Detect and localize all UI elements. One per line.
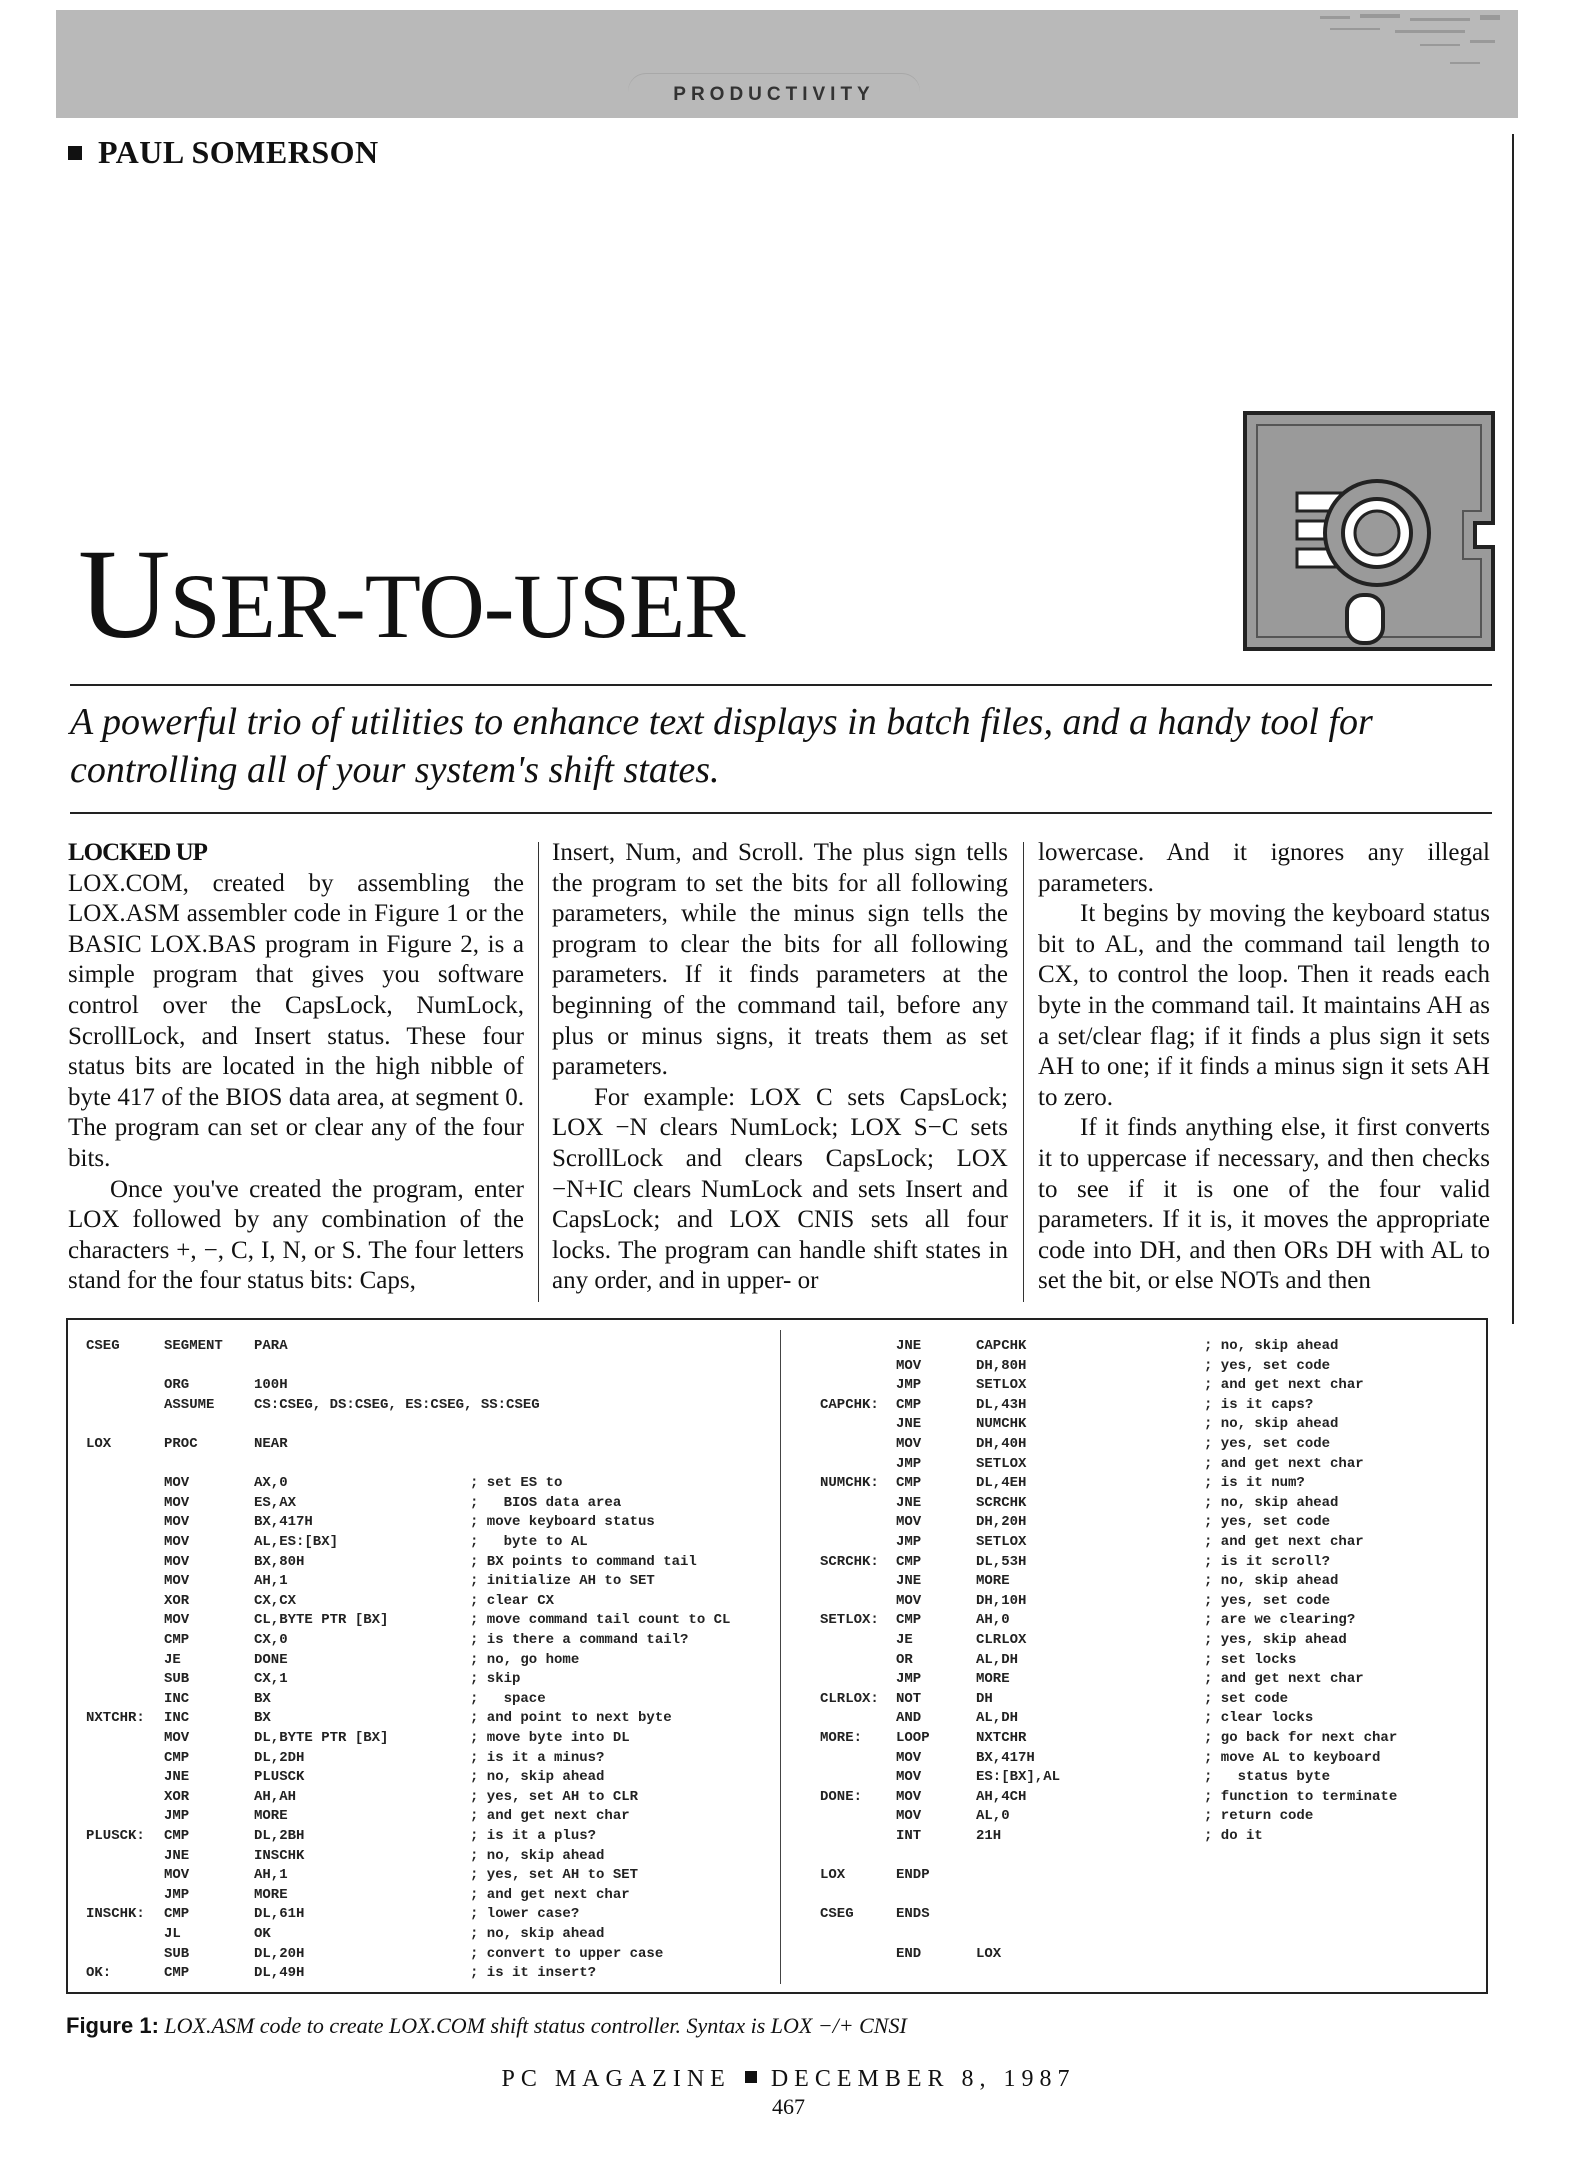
code-op: XOR — [164, 1592, 190, 1609]
paragraph: It begins by moving the keyboard status bit to AL, and the command tail length to CX, to control the loop. Then it reads each byte in the command tail. It maintains AH as a set/clear flag; if it finds a plus sign it sets AH to one; if it finds a minus sign it sets AH to zero. — [1038, 900, 1490, 1111]
text-column-1 — [68, 838, 524, 1297]
code-label: LOX — [86, 1436, 112, 1452]
code-arg: DL,61H — [254, 1906, 305, 1923]
code-arg: DL,2BH — [254, 1828, 305, 1844]
code-arg: MORE — [976, 1573, 1010, 1590]
code-arg: CX,CX — [254, 1592, 297, 1609]
code-cmt: ; yes, set AH to CLR — [470, 1788, 639, 1805]
code-arg: DH — [976, 1690, 993, 1707]
code-label: DONE: — [820, 1788, 863, 1805]
code-arg: SETLOX — [976, 1455, 1027, 1472]
code-label: PLUSCK: — [86, 1828, 145, 1844]
code-label: SCRCHK: — [820, 1553, 879, 1570]
code-op: MOV — [164, 1475, 190, 1492]
code-arg: CX,0 — [254, 1632, 288, 1648]
code-cmt: ; do it — [1204, 1828, 1263, 1844]
code-op: JNE — [896, 1494, 922, 1511]
code-op: PROC — [164, 1436, 198, 1452]
code-cmt: ; initialize AH to SET — [470, 1573, 655, 1590]
code-arg: BX — [254, 1690, 271, 1707]
code-arg: SETLOX — [976, 1377, 1027, 1394]
code-op: MOV — [896, 1514, 922, 1531]
code-cmt: ; and get next char — [1204, 1671, 1364, 1688]
code-arg: DH,10H — [976, 1592, 1027, 1609]
code-cmt: ; no, skip ahead — [1204, 1573, 1339, 1590]
figure-label: Figure 1: — [66, 2013, 159, 2038]
code-op: INC — [164, 1690, 190, 1707]
code-op: MOV — [164, 1514, 190, 1531]
code-op: AND — [896, 1710, 922, 1727]
code-cmt: ; move keyboard status — [470, 1514, 655, 1531]
code-op: JMP — [896, 1534, 922, 1550]
code-label: MORE: — [820, 1730, 863, 1746]
code-cmt: ; go back for next char — [1204, 1730, 1398, 1746]
code-arg: AH,0 — [976, 1612, 1010, 1629]
code-op: CMP — [896, 1553, 922, 1570]
code-arg: DL,2DH — [254, 1749, 305, 1766]
code-label: NUMCHK: — [820, 1475, 879, 1492]
code-arg: DL,20H — [254, 1945, 305, 1962]
code-op: JL — [164, 1926, 181, 1942]
code-cmt: ; clear CX — [470, 1592, 555, 1609]
code-arg: OK — [254, 1926, 271, 1942]
code-cmt: ; is it a minus? — [470, 1749, 605, 1766]
code-cmt: ; and get next char — [1204, 1377, 1364, 1394]
code-op: MOV — [164, 1730, 190, 1746]
code-cmt: ; yes, set code — [1204, 1357, 1331, 1374]
code-op: CMP — [164, 1749, 190, 1766]
code-arg: DL,49H — [254, 1965, 305, 1982]
code-arg: NEAR — [254, 1436, 288, 1452]
title-initial: U — [78, 523, 170, 665]
page-footer — [0, 2066, 1577, 2093]
code-op: JMP — [896, 1671, 922, 1688]
code-cmt: ; is it scroll? — [1204, 1553, 1331, 1570]
bullet-icon — [68, 146, 82, 160]
code-arg: MORE — [976, 1671, 1010, 1688]
bullet-icon — [745, 2071, 757, 2083]
code-arg: PLUSCK — [254, 1769, 305, 1786]
column-rule — [1023, 842, 1024, 1302]
code-label: INSCHK: — [86, 1906, 145, 1923]
code-op: CMP — [896, 1475, 922, 1492]
code-arg: DL,43H — [976, 1396, 1027, 1413]
code-op: JE — [164, 1651, 181, 1668]
code-op: JNE — [896, 1338, 922, 1354]
code-op: OR — [896, 1651, 913, 1668]
code-arg: MORE — [254, 1886, 288, 1903]
text-column-2 — [552, 838, 1008, 1297]
code-op: LOOP — [896, 1730, 930, 1746]
code-arg: BX,417H — [254, 1514, 313, 1531]
paragraph: lowercase. And it ignores any illegal parameters. — [1038, 839, 1490, 897]
code-op: END — [896, 1945, 922, 1962]
code-op: INT — [896, 1828, 922, 1844]
code-label: CLRLOX: — [820, 1690, 879, 1707]
paragraph: For example: LOX C sets CapsLock; LOX −N clears NumLock; LOX S−C sets ScrollLock and clears CapsLock; LOX −N+IC clears NumLock and sets Insert and CapsLock; and LOX CNIS sets all four locks. The program can handle shift states in any order, and in upper- or — [552, 1083, 1008, 1295]
code-cmt: ; is there a command tail? — [470, 1632, 689, 1648]
code-cmt: ; BX points to command tail — [470, 1553, 697, 1570]
code-op: NOT — [896, 1690, 922, 1707]
code-op: SUB — [164, 1671, 190, 1688]
author-byline — [68, 134, 379, 171]
caption-text: LOX.ASM code to create LOX.COM shift status controller. Syntax is LOX −/+ CNSI — [164, 2013, 907, 2038]
code-op: MOV — [896, 1357, 922, 1374]
issue-date: DECEMBER 8, 1987 — [770, 2066, 1076, 2092]
code-op: ASSUME — [164, 1396, 215, 1413]
code-cmt: ; set code — [1204, 1690, 1289, 1707]
code-op: MOV — [164, 1867, 190, 1884]
code-op: MOV — [896, 1808, 922, 1825]
section-label: PRODUCTIVITY — [673, 84, 875, 105]
code-op: CMP — [896, 1396, 922, 1413]
article-title — [78, 523, 745, 665]
code-cmt: ; and point to next byte — [470, 1710, 672, 1727]
code-arg: DONE — [254, 1651, 288, 1668]
code-label: CAPCHK: — [820, 1396, 879, 1413]
code-op: JMP — [164, 1886, 190, 1903]
code-op: JNE — [164, 1847, 190, 1864]
code-cmt: ; convert to upper case — [470, 1945, 664, 1962]
page-number: 467 — [772, 2094, 805, 2119]
code-arg: DL,53H — [976, 1553, 1027, 1570]
code-cmt: ; is it insert? — [470, 1965, 597, 1982]
code-op: MOV — [164, 1612, 190, 1629]
code-op: ENDS — [896, 1906, 930, 1923]
code-op: SEGMENT — [164, 1338, 223, 1354]
code-op: XOR — [164, 1788, 190, 1805]
code-cmt: ; move byte into DL — [470, 1730, 630, 1746]
code-arg: AH,4CH — [976, 1788, 1027, 1805]
code-cmt: ; function to terminate — [1204, 1788, 1398, 1805]
code-arg: CL,BYTE PTR [BX] — [254, 1612, 389, 1629]
code-cmt: ; byte to AL — [470, 1534, 588, 1550]
code-op: SUB — [164, 1945, 190, 1962]
code-cmt: ; set ES to — [470, 1475, 563, 1492]
paragraph: If it finds anything else, it first converts it to uppercase if necessary, and then checks to see if it is one of the four valid parameters. If it is, it moves the appropriate code into DH, and then ORs DH with AL to set the bit, or else NOTs and then — [1038, 1114, 1490, 1295]
code-label: NXTCHR: — [86, 1710, 145, 1727]
subtitle-rule — [70, 812, 1492, 814]
code-cmt: ; is it caps? — [1204, 1396, 1314, 1413]
paragraph: Insert, Num, and Scroll. The plus sign tells the program to set the bits for all following parameters, while the minus sign tells the program to clear the bits for all following parameters. If it finds parameters at the beginning of the command tail, before any plus or minus signs, it treats them as set parameters. — [552, 839, 1008, 1081]
code-op: MOV — [896, 1769, 922, 1786]
code-arg: AL,DH — [976, 1710, 1019, 1727]
code-arg: 21H — [976, 1828, 1002, 1844]
code-op: CMP — [164, 1965, 190, 1982]
code-arg: AH,AH — [254, 1788, 297, 1805]
section-heading: LOCKED UP — [68, 839, 207, 866]
title-rule — [70, 684, 1492, 686]
code-op: MOV — [164, 1534, 190, 1550]
article-subtitle: A powerful trio of utilities to enhance text displays in batch files, and a handy tool for controlling all of your system's shift states. — [70, 701, 1373, 791]
code-arg: LOX — [976, 1945, 1002, 1962]
code-cmt: ; and get next char — [470, 1808, 630, 1825]
code-op: CMP — [164, 1906, 190, 1923]
magazine-name: PC MAGAZINE — [501, 2066, 731, 2092]
code-cmt: ; return code — [1204, 1808, 1314, 1825]
code-label: OK: — [86, 1965, 112, 1982]
code-arg: SCRCHK — [976, 1494, 1027, 1511]
code-cmt: ; lower case? — [470, 1906, 580, 1923]
code-label: CSEG — [86, 1338, 120, 1354]
code-op: MOV — [896, 1788, 922, 1805]
floppy-disk-key-icon — [1237, 405, 1499, 655]
code-cmt: ; are we clearing? — [1204, 1612, 1356, 1629]
code-cmt: ; is it a plus? — [470, 1828, 597, 1844]
code-arg: AH,1 — [254, 1867, 288, 1884]
code-op: CMP — [164, 1632, 190, 1648]
code-cmt: ; and get next char — [470, 1886, 630, 1903]
code-op: CMP — [164, 1828, 190, 1844]
code-arg: INSCHK — [254, 1847, 305, 1864]
code-arg: DH,40H — [976, 1436, 1027, 1452]
code-op: JNE — [896, 1416, 922, 1433]
code-cmt: ; move AL to keyboard — [1204, 1749, 1381, 1766]
code-op: MOV — [164, 1553, 190, 1570]
code-op: MOV — [164, 1494, 190, 1511]
code-cmt: ; and get next char — [1204, 1455, 1364, 1472]
code-arg: CAPCHK — [976, 1338, 1027, 1354]
code-op: INC — [164, 1710, 190, 1727]
code-op: ENDP — [896, 1867, 930, 1884]
code-cmt: ; is it num? — [1204, 1475, 1305, 1492]
code-op: JMP — [896, 1455, 922, 1472]
code-arg: AL,ES:[BX] — [254, 1534, 339, 1550]
text-column-3 — [1038, 838, 1490, 1297]
code-arg: SETLOX — [976, 1534, 1027, 1550]
code-cmt: ; skip — [470, 1671, 521, 1688]
code-op: JNE — [164, 1769, 190, 1786]
code-cmt: ; no, skip ahead — [470, 1769, 605, 1786]
code-cmt: ; no, skip ahead — [1204, 1416, 1339, 1433]
code-label: SETLOX: — [820, 1612, 879, 1629]
code-op: JNE — [896, 1573, 922, 1590]
paragraph: Once you've created the program, enter LOX followed by any combination of the characters +, −, C, I, N, or S. The four letters stand for the four status bits: Caps, — [68, 1175, 524, 1295]
code-arg: ES:[BX],AL — [976, 1769, 1061, 1786]
code-cmt: ; and get next char — [1204, 1534, 1364, 1550]
code-arg: BX — [254, 1710, 271, 1727]
code-arg: DL,4EH — [976, 1475, 1027, 1492]
code-arg: BX,417H — [976, 1749, 1035, 1766]
code-op: JE — [896, 1632, 913, 1648]
code-op: MOV — [896, 1592, 922, 1609]
figure-caption — [66, 2013, 907, 2039]
code-label: LOX — [820, 1867, 846, 1884]
code-cmt: ; space — [470, 1690, 546, 1707]
code-arg: DH,80H — [976, 1357, 1027, 1374]
code-cmt: ; yes, skip ahead — [1204, 1632, 1347, 1648]
code-arg: AX,0 — [254, 1475, 288, 1492]
code-cmt: ; yes, set AH to SET — [470, 1867, 639, 1884]
column-rule — [538, 842, 539, 1302]
title-rest: SER-TO-USER — [169, 555, 745, 657]
code-cmt: ; clear locks — [1204, 1710, 1314, 1727]
code-op: JMP — [164, 1808, 190, 1825]
scan-artifact — [1300, 6, 1510, 86]
paragraph: LOX.COM, created by assembling the LOX.ASM assembler code in Figure 1 or the BASIC LOX.BAS program in Figure 2, is a simple program that gives you software control over the CapsLock, NumLock, ScrollLock, and Insert status. These four status bits are located in the high nibble of byte 417 of the BIOS data area, at segment 0. The program can set or clear any of the four bits. — [68, 869, 524, 1172]
code-arg: NXTCHR — [976, 1730, 1027, 1746]
code-op: MOV — [896, 1749, 922, 1766]
code-cmt: ; no, skip ahead — [470, 1847, 605, 1864]
code-op: MOV — [896, 1436, 922, 1452]
code-op: ORG — [164, 1377, 190, 1394]
code-arg: PARA — [254, 1338, 288, 1354]
code-arg: AL,DH — [976, 1651, 1019, 1668]
code-op: JMP — [896, 1377, 922, 1394]
code-arg: AH,1 — [254, 1573, 288, 1590]
code-arg: AL,0 — [976, 1808, 1010, 1825]
code-op: MOV — [164, 1573, 190, 1590]
code-arg: BX,80H — [254, 1553, 305, 1570]
code-arg: DL,BYTE PTR [BX] — [254, 1730, 389, 1746]
code-cmt: ; no, skip ahead — [470, 1926, 605, 1942]
code-arg: 100H — [254, 1377, 288, 1394]
code-arg: CX,1 — [254, 1671, 288, 1688]
code-cmt: ; no, skip ahead — [1204, 1338, 1339, 1354]
code-cmt: ; set locks — [1204, 1651, 1297, 1668]
code-column-divider — [780, 1330, 781, 1984]
code-cmt: ; no, go home — [470, 1651, 580, 1668]
author-name: PAUL SOMERSON — [98, 134, 379, 170]
code-cmt: ; yes, set code — [1204, 1436, 1331, 1452]
right-margin-rule — [1512, 134, 1514, 1324]
code-cmt: ; no, skip ahead — [1204, 1494, 1339, 1511]
code-cmt: ; status byte — [1204, 1769, 1331, 1786]
code-arg: CS:CSEG, DS:CSEG, ES:CSEG, SS:CSEG — [254, 1396, 540, 1413]
code-arg: MORE — [254, 1808, 288, 1825]
code-arg: DH,20H — [976, 1514, 1027, 1531]
code-op: CMP — [896, 1612, 922, 1629]
code-cmt: ; BIOS data area — [470, 1494, 622, 1511]
code-cmt: ; move command tail count to CL — [470, 1612, 731, 1629]
code-cmt: ; yes, set code — [1204, 1514, 1331, 1531]
code-arg: CLRLOX — [976, 1632, 1027, 1648]
code-cmt: ; yes, set code — [1204, 1592, 1331, 1609]
code-arg: ES,AX — [254, 1494, 297, 1511]
code-arg: NUMCHK — [976, 1416, 1027, 1433]
code-label: CSEG — [820, 1906, 854, 1923]
